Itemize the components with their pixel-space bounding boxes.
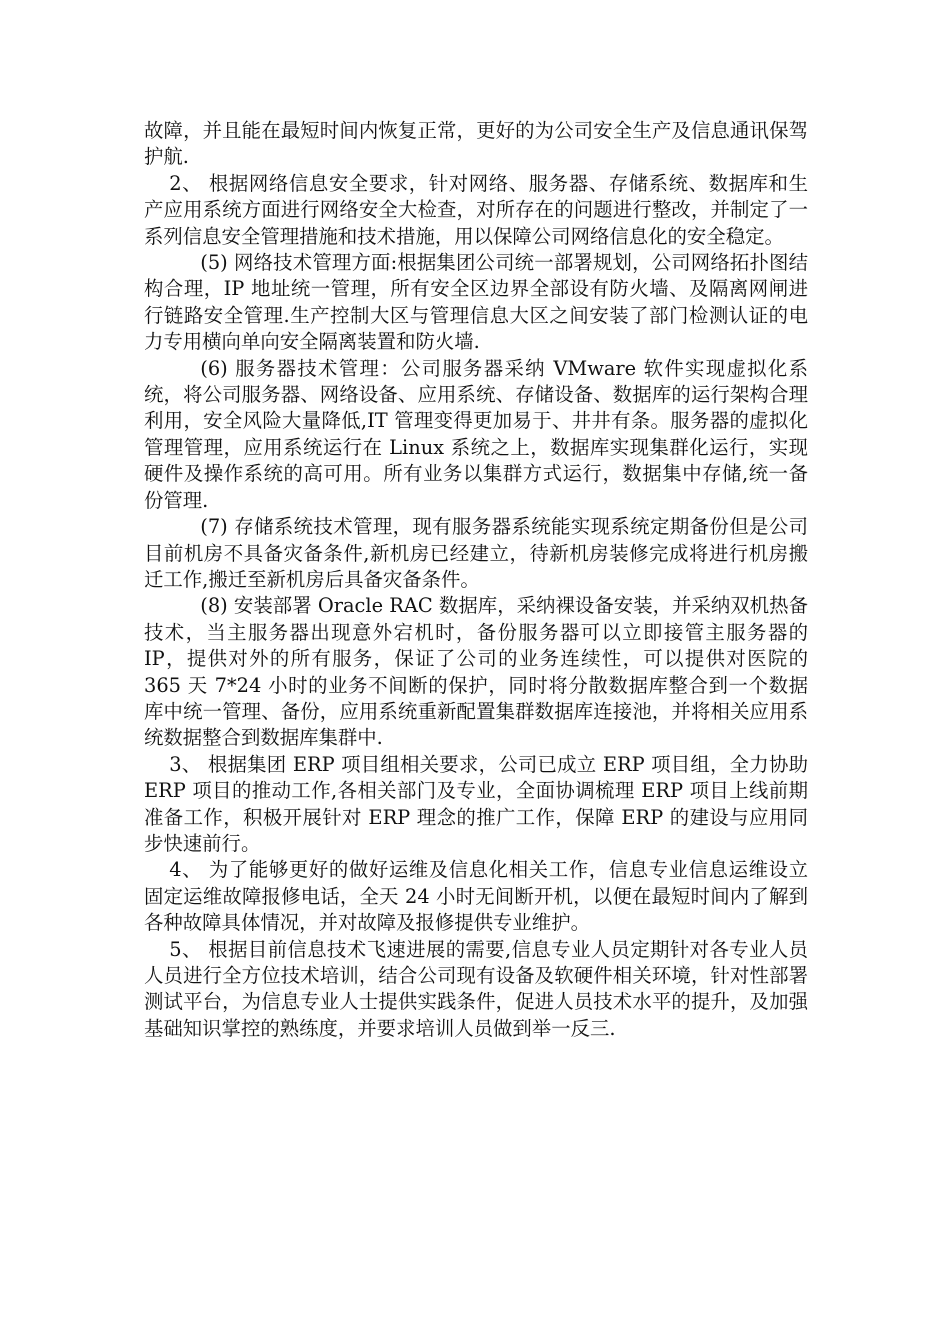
document-page bbox=[144, 118, 808, 1042]
paragraph-subitem-6: (6) 服务器技术管理：公司服务器采纳 VMware 软件实现虚拟化系统，将公司服务器、网络设备、应用系统、存储设备、数据库的运行架构合理利用，安全风险大量降低,IT 管理变得更加易于、井井有条。服务器的虚拟化管理管理，应用系统运行在 Linux 系统之上，数据库实现集群化运行，实现硬件及操作系统的高可用。所有业务以集群方式运行，数据集中存储,统一备份管理. bbox=[144, 356, 808, 512]
paragraph-subitem-5: (5) 网络技术管理方面:根据集团公司统一部署规划，公司网络拓扑图结构合理，IP 地址统一管理，所有安全区边界全部设有防火墙、及隔离网闸进行链路安全管理.生产控制大区与管理信息大区之间安装了部门检测认证的电力专用横向单向安全隔离装置和防火墙. bbox=[144, 251, 808, 354]
paragraph-item-3: 3、 根据集团 ERP 项目组相关要求，公司已成立 ERP 项目组，全力协助 ERP 项目的推动工作,各相关部门及专业，全面协调梳理 ERP 项目上线前期准备工作，积极开展针对 ERP 理念的推广工作，保障 ERP 的建设与应用同步快速前行。 bbox=[144, 752, 808, 855]
paragraph-item-5: 5、 根据目前信息技术飞速进展的需要,信息专业人员定期针对各专业人员人员进行全方位技术培训，结合公司现有设备及软硬件相关环境，针对性部署测试平台，为信息专业人士提供实践条件，促进人员技术水平的提升，及加强基础知识掌控的熟练度，并要求培训人员做到举一反三. bbox=[144, 937, 808, 1040]
paragraph-continuation: 故障，并且能在最短时间内恢复正常，更好的为公司安全生产及信息通讯保驾护航. bbox=[144, 119, 808, 169]
paragraph-subitem-8: (8) 安装部署 Oracle RAC 数据库，采纳裸设备安装，并采纳双机热备技术，当主服务器出现意外宕机时，备份服务器可以立即接管主服务器的 IP，提供对外的所有服务，保证了公司的业务连续性，可以提供对医院的 365 天 7*24 小时的业务不间断的保护，同时将分散数据库整合到一个数据库中统一管理、备份，应用系统重新配置集群数据库连接池，并将相关应用系统数据整合到数据库集群中. bbox=[144, 594, 808, 750]
paragraph-item-2: 2、 根据网络信息安全要求，针对网络、服务器、存储系统、数据库和生产应用系统方面进行网络安全大检查，对所存在的问题进行整改，并制定了一系列信息安全管理措施和技术措施，用以保障公司网络信息化的安全稳定。 bbox=[144, 171, 808, 248]
paragraph-item-4: 4、 为了能够更好的做好运维及信息化相关工作，信息专业信息运维设立固定运维故障报修电话，全天 24 小时无间断开机，以便在最短时间内了解到各种故障具体情况，并对故障及报修提供专业维护。 bbox=[144, 858, 808, 935]
paragraph-subitem-7: (7) 存储系统技术管理，现有服务器系统能实现系统定期备份但是公司目前机房不具备灾备条件,新机房已经建立，待新机房装修完成将进行机房搬迁工作,搬迁至新机房后具备灾备条件。 bbox=[144, 515, 808, 591]
